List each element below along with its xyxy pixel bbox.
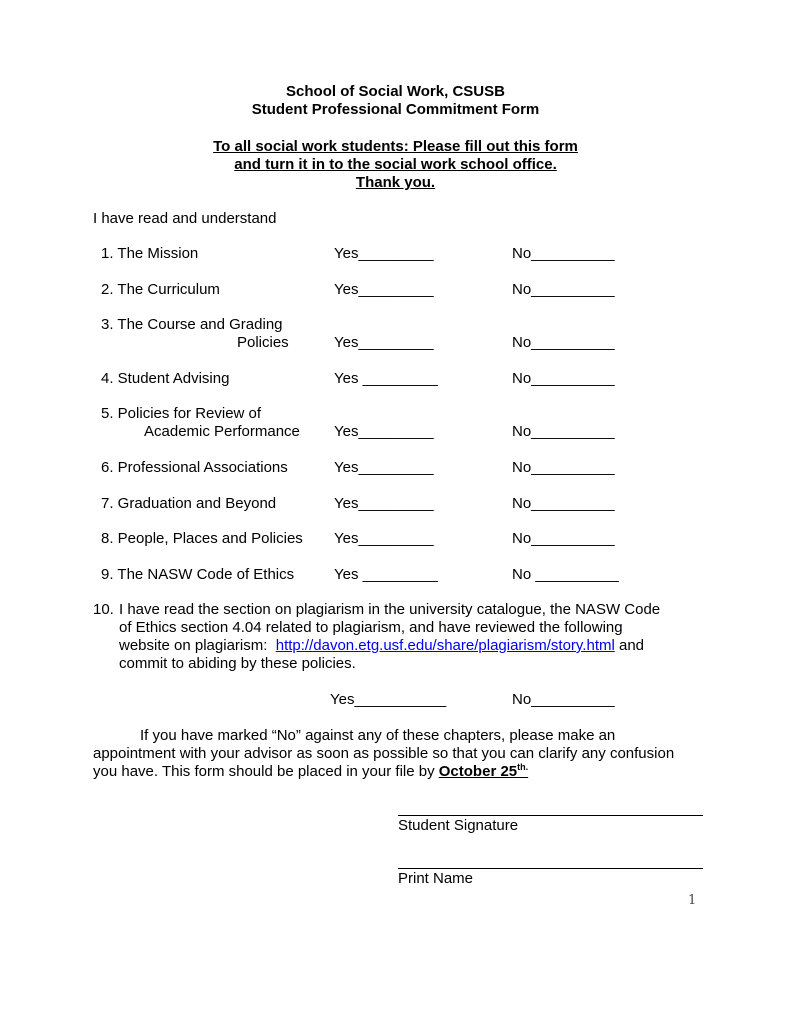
- item-no-blank[interactable]: No__________: [512, 334, 615, 351]
- instructions-line-1: [0, 138, 791, 156]
- item-label-mission: 1. The Mission: [101, 245, 199, 262]
- instructions-text: To all social work students: Please fill out this form: [213, 138, 578, 155]
- item-no-blank[interactable]: No__________: [512, 423, 615, 440]
- item-yes-blank[interactable]: Yes_________: [334, 530, 434, 547]
- print-name-label: Print Name: [398, 870, 474, 887]
- item-10-line-3: [119, 637, 644, 655]
- item-label-graduation: 7. Graduation and Beyond: [101, 495, 277, 512]
- closing-line-3-text: you have. This form should be placed in your file by: [93, 763, 435, 780]
- closing-line-2: appointment with your advisor as soon as possible so that you can clarify any confusion: [93, 745, 675, 762]
- item-10-number: 10.: [93, 601, 114, 618]
- item-no-blank[interactable]: No__________: [512, 281, 615, 298]
- item-yes-blank[interactable]: Yes _________: [334, 370, 438, 387]
- form-school-title: School of Social Work, CSUSB: [286, 83, 505, 100]
- closing-line-3: [93, 763, 528, 781]
- item-label-course-grading-cont: Policies: [237, 334, 289, 351]
- item-yes-blank[interactable]: Yes_________: [334, 281, 434, 298]
- item-yes-blank[interactable]: Yes _________: [334, 566, 438, 583]
- deadline-date: [439, 763, 528, 780]
- item-label-professional-associations: 6. Professional Associations: [101, 459, 288, 476]
- intro-text: I have read and understand: [93, 210, 277, 227]
- instructions-line-3: [0, 174, 791, 192]
- item-label-curriculum: 2. The Curriculum: [101, 281, 220, 298]
- item-yes-blank[interactable]: Yes_________: [334, 334, 434, 351]
- item-no-blank[interactable]: No __________: [512, 566, 619, 583]
- item-label-review-policies: 5. Policies for Review of: [101, 405, 262, 422]
- item-label-review-policies-cont: Academic Performance: [144, 423, 300, 440]
- form-title: Student Professional Commitment Form: [251, 101, 540, 118]
- item-10-no-blank[interactable]: No__________: [512, 691, 615, 708]
- item-yes-blank[interactable]: Yes_________: [334, 423, 434, 440]
- item-label-student-advising: 4. Student Advising: [101, 370, 230, 387]
- item-no-blank[interactable]: No__________: [512, 530, 615, 547]
- item-10-line-3-text: website on plagiarism:: [119, 637, 268, 654]
- item-no-blank[interactable]: No__________: [512, 459, 615, 476]
- item-yes-blank[interactable]: Yes_________: [334, 245, 434, 262]
- instructions-text: Thank you.: [355, 174, 436, 191]
- item-10-line-3-suffix: and: [618, 637, 645, 654]
- plagiarism-link[interactable]: http://davon.etg.usf.edu/share/plagiarism/story.html: [275, 637, 615, 654]
- deadline-date-suffix: th.: [517, 762, 529, 772]
- closing-line-1: If you have marked “No” against any of these chapters, please make an: [140, 727, 616, 744]
- item-yes-blank[interactable]: Yes_________: [334, 459, 434, 476]
- deadline-date-text: October 25: [438, 763, 518, 780]
- print-name-line[interactable]: [398, 868, 703, 869]
- item-label-nasw-code: 9. The NASW Code of Ethics: [101, 566, 295, 583]
- item-label-course-grading: 3. The Course and Grading: [101, 316, 283, 333]
- item-no-blank[interactable]: No__________: [512, 370, 615, 387]
- item-no-blank[interactable]: No__________: [512, 245, 615, 262]
- item-yes-blank[interactable]: Yes_________: [334, 495, 434, 512]
- instructions-line-2: [0, 156, 791, 174]
- instructions-text: and turn it in to the social work school office.: [234, 156, 557, 173]
- item-10-yes-blank[interactable]: Yes___________: [330, 691, 447, 708]
- page-number: 1: [688, 893, 697, 908]
- item-10-line-4: commit to abiding by these policies.: [119, 655, 356, 672]
- item-10-line-1: I have read the section on plagiarism in the university catalogue, the NASW Code: [119, 601, 661, 618]
- item-label-people-places: 8. People, Places and Policies: [101, 530, 303, 547]
- item-10-line-2: of Ethics section 4.04 related to plagiarism, and have reviewed the following: [119, 619, 623, 636]
- item-no-blank[interactable]: No__________: [512, 495, 615, 512]
- student-signature-line[interactable]: [398, 815, 703, 816]
- student-signature-label: Student Signature: [398, 817, 519, 834]
